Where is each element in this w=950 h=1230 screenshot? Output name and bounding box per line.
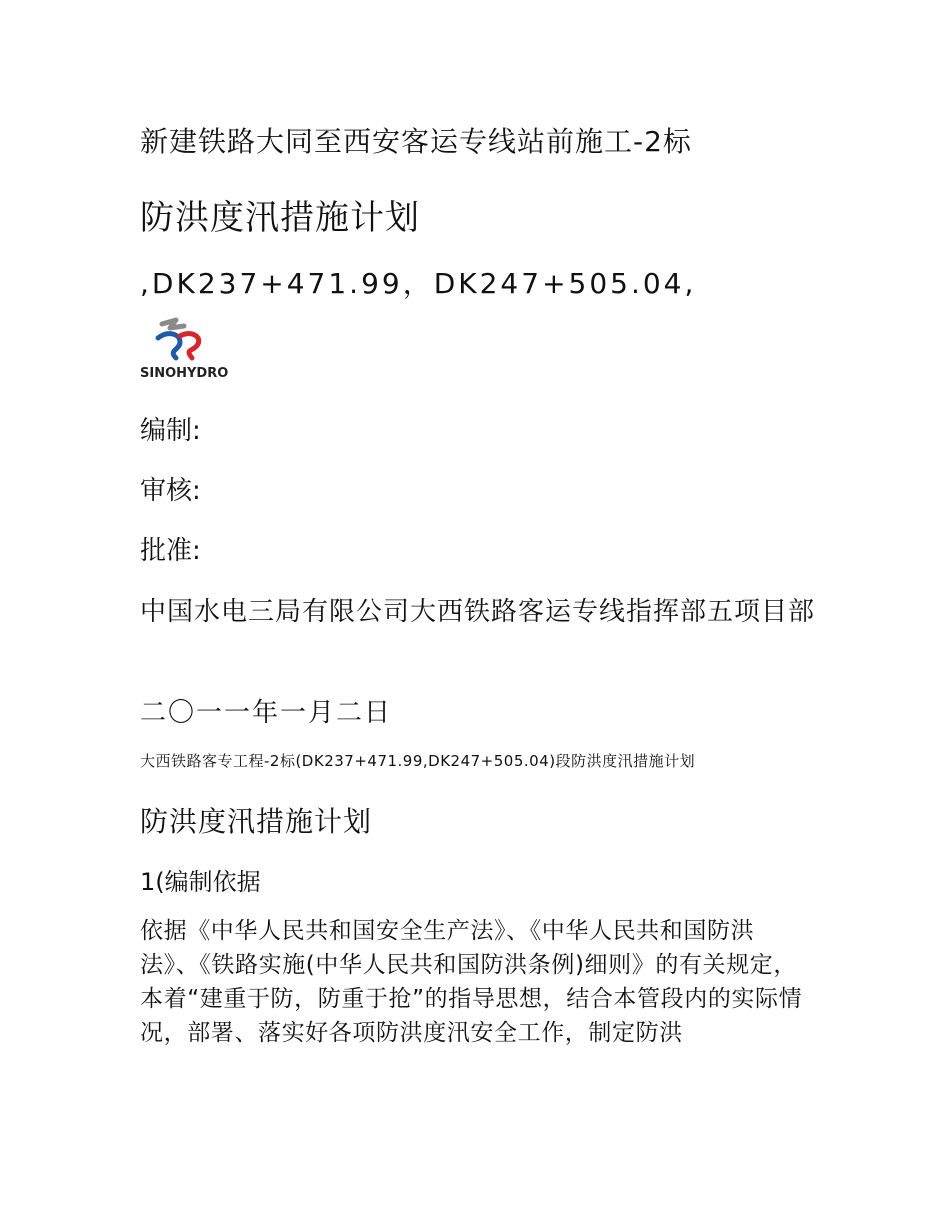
- subsection-heading: 1(编制依据: [140, 868, 261, 896]
- reviewed-by-label: 审核:: [140, 476, 201, 506]
- project-title: 新建铁路大同至西安客运专线站前施工-2标: [140, 125, 692, 158]
- document-date: 二〇一一年一月二日: [140, 698, 393, 728]
- organization-name: 中国水电三局有限公司大西铁路客运专线指挥部五项目部: [140, 597, 816, 627]
- plan-title: 防洪度汛措施计划: [140, 198, 420, 238]
- logo-wordmark: SINOHYDRO: [140, 366, 229, 381]
- body-paragraph: 依据《中华人民共和国安全生产法》、《中华人民共和国防洪法》、《铁路实施(中华人民共和国防洪条例)细则》的有关规定，本着“建重于防，防重于抢”的指导思想，结合本管段内的实际情况，部署、落实好各项防洪度汛安全工作，制定防洪: [140, 918, 803, 1046]
- page-header: 大西铁路客专工程-2标(DK237+471.99,DK247+505.04)段防洪度汛措施计划: [140, 752, 696, 770]
- logo-blue-stroke: [158, 334, 180, 358]
- section-heading: 防洪度汛措施计划: [140, 805, 373, 838]
- compiled-by-label: 编制:: [140, 416, 201, 446]
- sinohydro-logo: [140, 314, 229, 384]
- approved-by-label: 批准:: [140, 536, 201, 566]
- sinohydro-logo-mark: [140, 314, 226, 366]
- logo-red-stroke: [180, 334, 199, 358]
- mileage-range: ,DK237+471.99，DK247+505.04,: [140, 267, 697, 300]
- logo-gray-stroke: [162, 320, 184, 328]
